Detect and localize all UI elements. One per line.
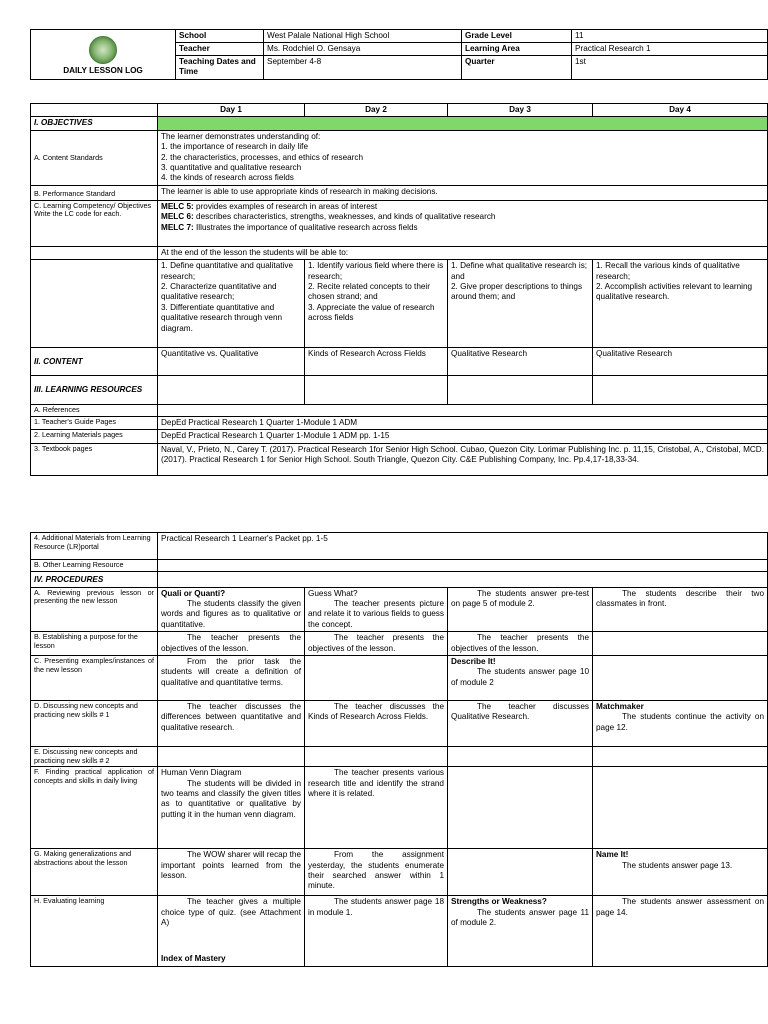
content-day: Kinds of Research Across Fields [305,348,448,376]
references-label: A. References [31,405,158,417]
content-day: Qualitative Research [448,348,593,376]
procedure-cell: The students describe their two classmates in front. [593,587,768,632]
dates-value: September 4-8 [264,56,462,80]
procedure-cell: Matchmaker The students continue the activity on page 12. [593,701,768,747]
area-label: Learning Area [462,43,572,56]
procedure-cell: The teacher presents the objectives of the lesson. [448,632,593,656]
procedure-cell [305,747,448,767]
textbook-pages: Naval, V., Prieto, N., Carey T. (2017). Practical Research 1for Senior High School. Cubao, Quezon City. Lorimar Publishing Inc. p. 11,15, Cristobal, A., Cristobal, MCD. (2017). Practical Research 1 for Senior High School. South Triangle, Quezon City. C&E Publishing Company, Inc. Pp.4,17-18,33-34. [158,443,768,475]
procedure-cell: Describe It! The students answer page 10 of module 2 [448,656,593,701]
procedures-heading: IV. PROCEDURES [31,571,158,587]
procedure-label: G. Making generalizations and abstractions about the lesson [31,849,158,896]
deped-seal-icon [89,36,117,64]
procedure-cell [158,747,305,767]
day-objectives: 1. Identify various field where there is research; 2. Recite related concepts to their chosen strand; and 3. Appreciate the value of research across fields [305,260,448,348]
procedure-cell [305,656,448,701]
procedure-label: B. Establishing a purpose for the lesson [31,632,158,656]
header-logo-cell [31,30,176,80]
day-header: Day 1 [158,104,305,117]
header-table [30,29,768,80]
procedure-cell: From the assignment yesterday, the students enumerate their searched answer within 1 minute. [305,849,448,896]
teacher-value: Ms. Rodchiel O. Gensaya [264,43,462,56]
procedures-table [30,532,768,967]
document-title: DAILY LESSON LOG [63,65,143,75]
procedure-cell: Strengths or Weakness? The students answer page 11 of module 2. [448,896,593,967]
procedure-cell: The teacher discusses the Kinds of Research Across Fields. [305,701,448,747]
day-header: Day 3 [448,104,593,117]
procedure-cell: The students answer pre-test on page 5 of module 2. [448,587,593,632]
quarter-value: 1st [572,56,768,80]
objectives-highlight-bar [158,117,768,130]
procedure-label: D. Discussing new concepts and practicing new skills # 1 [31,701,158,747]
procedure-cell: The students answer assessment on page 14. [593,896,768,967]
content-heading: II. CONTENT [31,348,158,376]
school-value: West Palale National High School [264,30,462,43]
procedure-label: H. Evaluating learning [31,896,158,967]
lm-label: 2. Learning Materials pages [31,430,158,443]
procedure-cell [593,767,768,849]
quarter-label: Quarter [462,56,572,80]
competency-label: C. Learning Competency/ Objectives Write the LC code for each. [31,200,158,246]
procedure-label: F. Finding practical application of concepts and skills in daily living [31,767,158,849]
grade-value: 11 [572,30,768,43]
procedure-cell: Name It! The students answer page 13. [593,849,768,896]
procedure-label: A. Reviewing previous lesson or presenting the new lesson [31,587,158,632]
procedure-cell: Quali or Quanti? The students classify the given words and figures as to qualitative or quantitative. [158,587,305,632]
content-standards-label: A. Content Standards [31,130,158,185]
day-header: Day 4 [593,104,768,117]
procedure-cell [593,656,768,701]
procedure-cell: The WOW sharer will recap the important points learned from the lesson. [158,849,305,896]
school-label: School [176,30,264,43]
additional-materials: Practical Research 1 Learner's Packet pp. 1-5 [158,533,768,560]
procedure-cell: The teacher presents the objectives of the lesson. [305,632,448,656]
additional-materials-label: 4. Additional Materials from Learning Resource (LR)portal [31,533,158,560]
content-day: Quantitative vs. Qualitative [158,348,305,376]
tg-pages: DepEd Practical Research 1 Quarter 1-Module 1 ADM [158,416,768,429]
procedure-label: C. Presenting examples/instances of the new lesson [31,656,158,701]
dates-label: Teaching Dates and Time [176,56,264,80]
index-of-mastery: Index of Mastery [161,954,226,964]
lm-pages: DepEd Practical Research 1 Quarter 1-Module 1 ADM pp. 1-15 [158,430,768,443]
procedure-cell [593,632,768,656]
area-value: Practical Research 1 [572,43,768,56]
melc-item: MELC 6: describes characteristics, strengths, weaknesses, and kinds of qualitative research [161,212,496,222]
procedure-cell: The students answer page 18 in module 1. [305,896,448,967]
day-objectives: 1. Recall the various kinds of qualitative research; 2. Accomplish activities relevant to learning qualitative research. [593,260,768,348]
procedure-cell: The teacher discusses Qualitative Research. [448,701,593,747]
content-standards: The learner demonstrates understanding of: 1. the importance of research in daily life 2. the characteristics, processes, and ethics of research 3. quantitative and qualitative research 4. the kinds of research across fields [158,130,768,185]
tb-label: 3. Textbook pages [31,443,158,475]
day-objectives: 1. Define what qualitative research is; and 2. Give proper descriptions to things around them; and [448,260,593,348]
procedure-cell: The teacher discusses the differences between quantitative and qualitative research. [158,701,305,747]
objectives-heading: I. OBJECTIVES [31,117,158,130]
melc-list [158,200,768,246]
melc-item: MELC 7: Illustrates the importance of qualitative research across fields [161,222,418,232]
tg-label: 1. Teacher's Guide Pages [31,416,158,429]
performance-standard-label: B. Performance Standard [31,185,158,200]
grade-label: Grade Level [462,30,572,43]
objectives-table [30,103,768,476]
procedure-cell [448,747,593,767]
other-resource-label: B. Other Learning Resource [31,560,158,572]
melc-item: MELC 5: provides examples of research in areas of interest [161,201,378,211]
procedure-cell [448,849,593,896]
resources-heading: III. LEARNING RESOURCES [31,376,158,405]
day-objectives: 1. Define quantitative and qualitative research; 2. Characterize quantitative and qualitative research; 3. Differentiate quantitative and qualitative research through venn diagram. [158,260,305,348]
content-day: Qualitative Research [593,348,768,376]
procedure-cell: The teacher gives a multiple choice type of quiz. (see Attachment A) Index of Mastery [158,896,305,967]
day-header: Day 2 [305,104,448,117]
procedure-cell [593,747,768,767]
procedure-cell: The teacher presents various research title and identify the strand where it is related. [305,767,448,849]
procedure-label: E. Discussing new concepts and practicing new skills # 2 [31,747,158,767]
procedure-cell [448,767,593,849]
procedure-cell: The teacher presents the objectives of the lesson. [158,632,305,656]
procedure-cell: Guess What? The teacher presents picture and relate it to various fields to guess the concept. [305,587,448,632]
end-of-lesson-intro: At the end of the lesson the students will be able to: [158,246,768,259]
teacher-label: Teacher [176,43,264,56]
performance-standard: The learner is able to use appropriate kinds of research in making decisions. [158,185,768,200]
procedure-cell: From the prior task the students will create a definition of qualitative and quantitative terms. [158,656,305,701]
procedure-cell: Human Venn Diagram The students will be divided in two teams and classify the given titles as to quantitative or qualitative by putting it in the human venn diagram. [158,767,305,849]
